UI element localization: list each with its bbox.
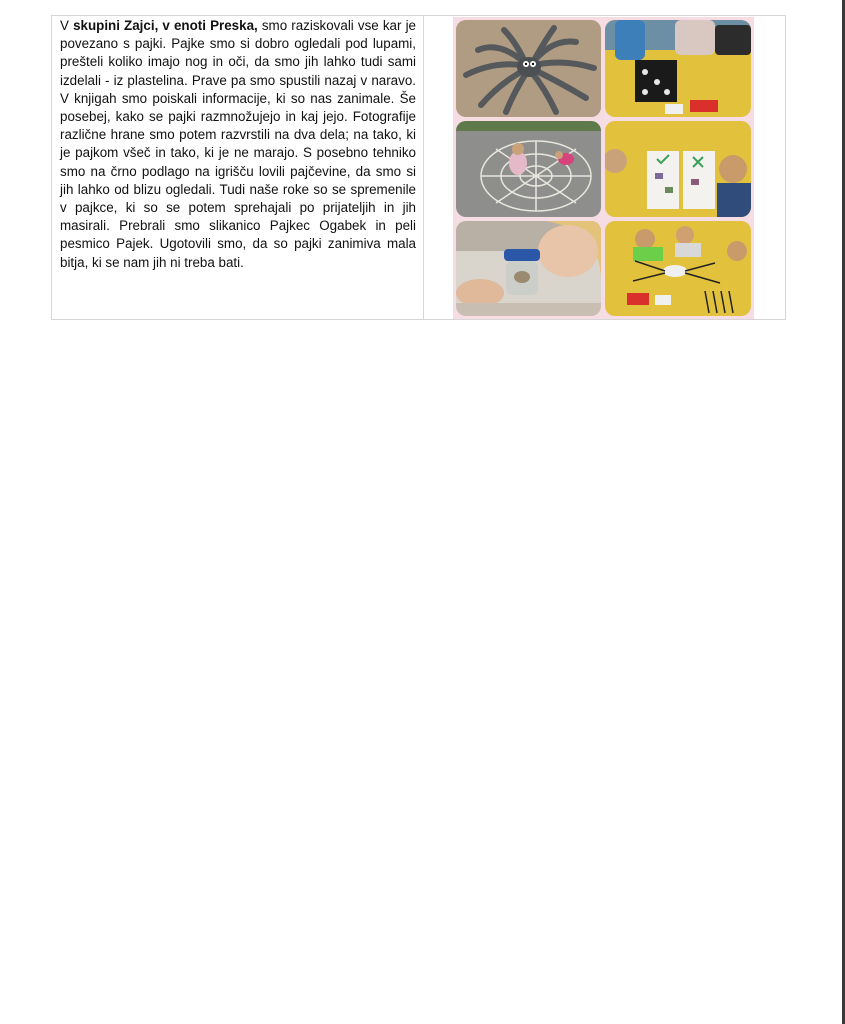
photo-cell	[424, 16, 785, 319]
content-table	[51, 15, 786, 320]
text-cell	[52, 16, 424, 319]
playground-web-image	[456, 121, 601, 217]
description-paragraph	[60, 17, 416, 272]
dice-game-image	[605, 20, 751, 117]
photo-food-sorting	[605, 121, 751, 217]
photo-playground-web	[456, 121, 601, 217]
photo-hand-spiders	[605, 221, 751, 316]
plasticine-spider-image	[456, 20, 601, 117]
photo-collage	[453, 17, 754, 319]
hand-spiders-image	[605, 221, 751, 316]
food-sorting-image	[605, 121, 751, 217]
magnifier-jar-image	[456, 221, 601, 316]
photo-plasticine-spider	[456, 20, 601, 117]
photo-magnifier-jar	[456, 221, 601, 316]
group-name: skupini Zajci, v enoti Preska,	[73, 18, 258, 33]
photo-dice-game	[605, 20, 751, 117]
para-body: smo raziskovali vse kar je povezano s pajki. Pajke smo si dobro ogledali pod lupami, prešteli koliko imajo nog in oči, da smo jih lahko tudi sami izdelali - iz plastelina. Prave pa smo spustili nazaj v naravo. V knjigah smo poiskali informacije, ki so nas zanimale. Še posebej, kako se pajki razmnožujejo in kaj jejo. Fotografije različne hrane smo potem razvrstili na dva dela; na tako, ki je pajkom všeč in tako, ki je ne marajo. S posebno tehniko smo na črno podlago na igrišču lovili pajčevine, da smo si jih lahko od blizu ogledali. Tudi naše roke so se spremenile v pajkce, ki so se potem sprehajali po prijateljih in jih masirali. Prebrali smo slikanico Pajkec Ogabek in peli pesmico Pajek. Ugotovili smo, da so pajki zanimiva mala bitja, ki se nam jih ni treba bati.	[60, 18, 416, 270]
para-intro: V	[60, 18, 74, 33]
